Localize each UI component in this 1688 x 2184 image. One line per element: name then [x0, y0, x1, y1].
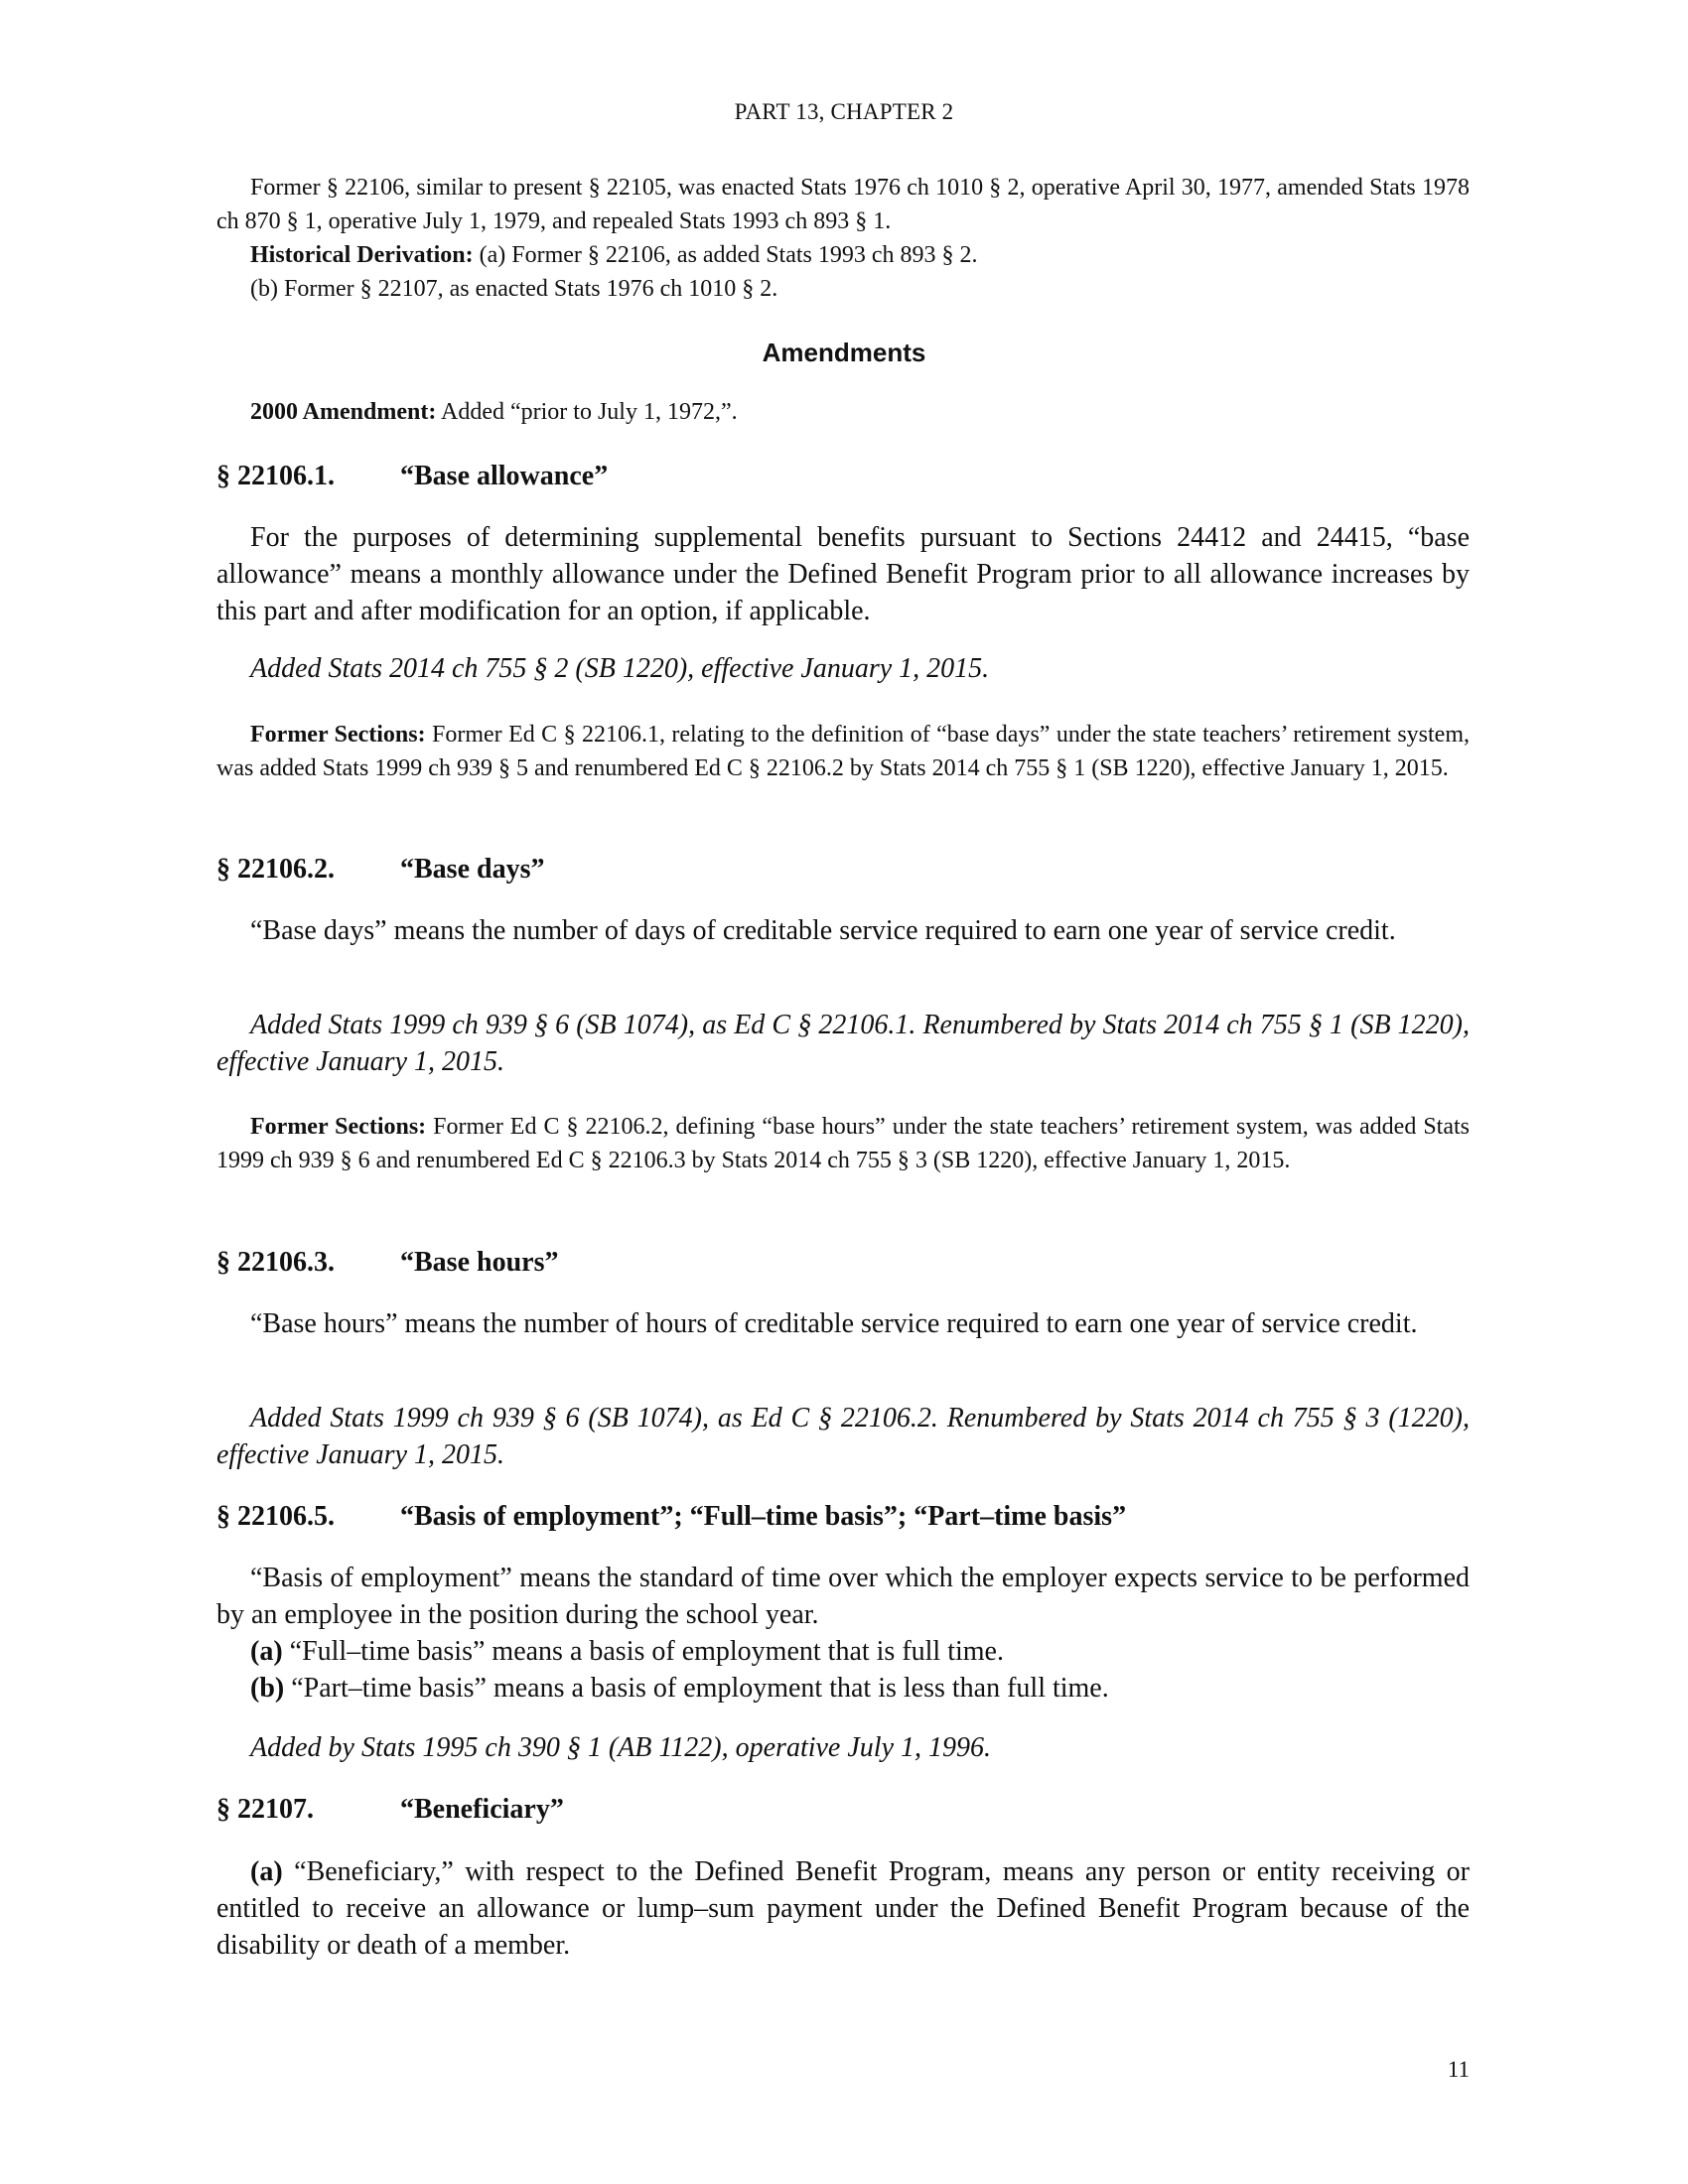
section-number: § 22106.2.	[216, 854, 335, 885]
section-body: “Base days” means the number of days of creditable service required to earn one year of service credit.	[250, 915, 1396, 946]
section-heading	[216, 854, 1470, 886]
section-number: § 22107.	[216, 1794, 314, 1825]
former-sections-note: Former Sections: Former Ed C § 22106.2, defining “base hours” under the state teachers’ retirement system, was added Stats 1999 ch 939 § 6 and renumbered Ed C § 22106.3 by Stats 2014 ch 755 § 3 (SB 1220), effective January 1, 2015.	[216, 1114, 1471, 1173]
historical-derivation-label: Historical Derivation:	[250, 242, 474, 268]
section-heading	[216, 461, 1470, 492]
subsection-a: (a) “Beneficiary,” with respect to the Defined Benefit Program, means any person or entity receiving or entitled to receive an allowance or lump–sum payment under the Defined Benefit Program because of the disability or death of a member.	[216, 1856, 1470, 1961]
section-title: “Base hours”	[400, 1247, 559, 1278]
section-body: For the purposes of determining supplemental benefits pursuant to Sections 24412 and 24415, “base allowance” means a monthly allowance under the Defined Benefit Program prior to all allowance increases by this part and after modification for an option, if applicable.	[216, 522, 1470, 626]
section-heading	[216, 1247, 1470, 1279]
section-title: “Base allowance”	[400, 461, 609, 491]
section-history: Added Stats 1999 ch 939 § 6 (SB 1074), as Ed C § 22106.2. Renumbered by Stats 2014 ch 755 § 3 (1220), effective January 1, 2015.	[216, 1403, 1470, 1470]
amendment-note	[216, 395, 1470, 429]
amendments-heading: Amendments	[762, 338, 926, 367]
former-sections-label: Former Sections:	[250, 722, 426, 748]
section-history: Added by Stats 1995 ch 390 § 1 (AB 1122), operative July 1, 1996.	[250, 1732, 991, 1763]
former-22106-text: Former § 22106, similar to present § 22105, was enacted Stats 1976 ch 1010 § 2, operative April 30, 1977, amended Stats 1978 ch 870 § 1, operative July 1, 1979, and repealed Stats 1993 ch 893 § 1.	[216, 175, 1470, 234]
section-body	[216, 1853, 1470, 1964]
former-sections-label: Former Sections:	[250, 1114, 427, 1140]
section-heading	[216, 1794, 1470, 1826]
section-history: Added Stats 2014 ch 755 § 2 (SB 1220), effective January 1, 2015.	[250, 653, 990, 684]
section-number: § 22106.3.	[216, 1247, 335, 1278]
section-number: § 22106.5.	[216, 1501, 335, 1532]
historical-derivation-a: Historical Derivation: (a) Former § 22106, as added Stats 1993 ch 893 § 2.	[250, 242, 978, 268]
page-number: 11	[1447, 2057, 1470, 2082]
former-sections-note: Former Sections: Former Ed C § 22106.1, relating to the definition of “base days” under the state teachers’ retirement system, was added Stats 1999 ch 939 § 5 and renumbered Ed C § 22106.2 by Stats 2014 ch 755 § 1 (SB 1220), effective January 1, 2015.	[216, 722, 1471, 781]
section-title: “Beneficiary”	[400, 1794, 564, 1825]
section-history: Added Stats 1999 ch 939 § 6 (SB 1074), as Ed C § 22106.1. Renumbered by Stats 2014 ch 755 § 1 (SB 1220), effective January 1, 2015.	[216, 1010, 1470, 1077]
section-heading	[216, 1501, 1470, 1533]
section-title: “Basis of employment”; “Full–time basis”; “Part–time basis”	[400, 1501, 1127, 1532]
historical-derivation-b: (b) Former § 22107, as enacted Stats 1976 ch 1010 § 2.	[250, 276, 778, 302]
amendment-label: 2000 Amendment:	[250, 399, 437, 425]
amendment-text: Added “prior to July 1, 1972,”.	[436, 399, 738, 425]
running-head: PART 13, CHAPTER 2	[734, 99, 954, 124]
section-body: “Basis of employment” means the standard of time over which the employer expects service to be performed by an employee in the position during the school year. (a) “Full–time basis” means a basis of employment that is full time. (b) “Part–time basis” means a basis of employment that is less than full time.	[216, 1560, 1470, 1706]
subsection-a: (a) “Full–time basis” means a basis of employment that is full time.	[250, 1636, 1004, 1667]
section-body: “Base hours” means the number of hours of creditable service required to earn one year of service credit.	[250, 1308, 1418, 1339]
section-title: “Base days”	[400, 854, 545, 885]
subsection-b: (b) “Part–time basis” means a basis of employment that is less than full time.	[250, 1673, 1109, 1704]
section-number: § 22106.1.	[216, 461, 335, 491]
former-section-note	[216, 171, 1470, 306]
